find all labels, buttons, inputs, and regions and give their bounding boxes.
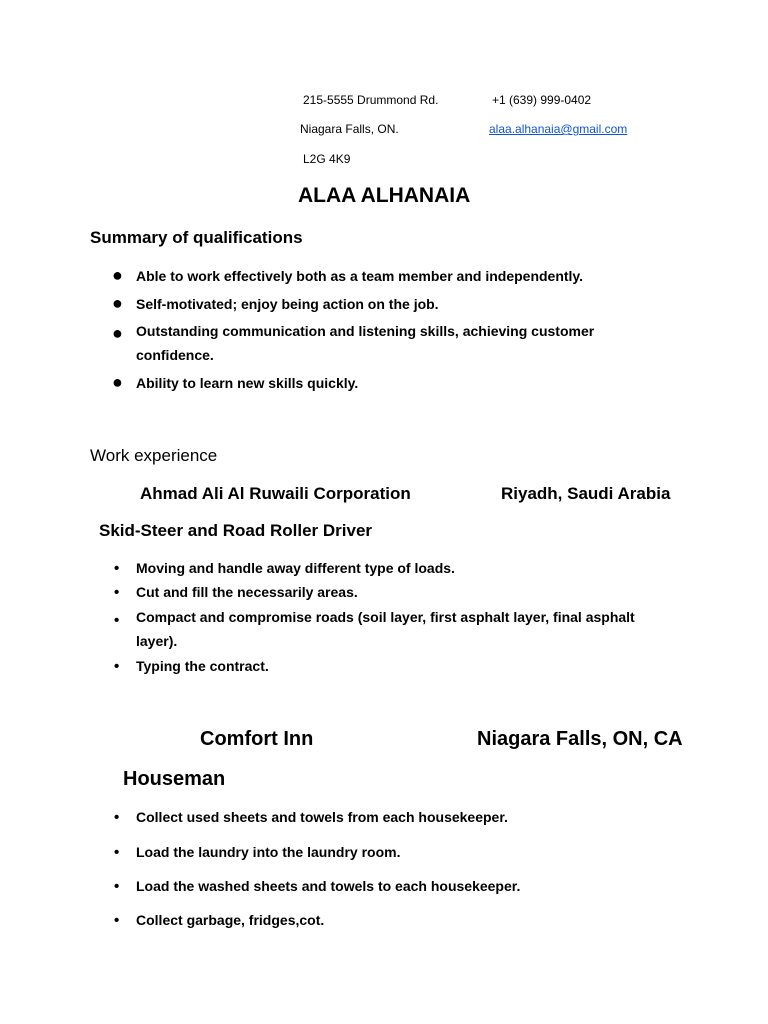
job-location: Riyadh, Saudi Arabia [501,484,671,503]
list-item: • Typing the contract. [114,658,269,675]
bullet-icon: • [114,844,120,861]
job-company: Ahmad Ali Al Ruwaili Corporation [140,484,411,503]
list-item: • Cut and fill the necessarily areas. [114,584,358,601]
bullet-icon: ● [112,372,123,392]
phone-number: +1 (639) 999-0402 [492,93,592,107]
list-item: ● Ability to learn new skills quickly. [112,372,359,392]
page-title: ALAA ALHANAIA [298,184,471,207]
bullet-icon: • [114,878,120,895]
bullet-icon: ● [112,323,123,343]
bullet-icon: • [114,584,120,601]
bullet-icon: • [114,612,120,629]
list-item: • Moving and handle away different type of loads. [114,560,455,577]
bullet-icon: • [114,809,120,826]
bullet-icon: ● [112,293,123,313]
address-line-1: 215-5555 Drummond Rd. [303,93,439,107]
list-item: • Load the laundry into the laundry room. [114,844,401,861]
email-link[interactable]: alaa.alhanaia@gmail.com [489,122,628,136]
bullet-icon: • [114,658,120,675]
address-line-2: Niagara Falls, ON. [300,122,399,136]
list-item: • Collect used sheets and towels from each housekeeper. [114,809,508,826]
list-item: ● Self-motivated; enjoy being action on the job. [112,293,439,313]
job-role: Houseman [123,768,226,790]
list-item: ● Able to work effectively both as a team member and independently. [112,265,584,285]
bullet-icon: • [114,560,120,577]
job-location: Niagara Falls, ON, CA [477,728,683,750]
list-item: • Collect garbage, fridges,cot. [114,912,325,929]
list-item: • Load the washed sheets and towels to each housekeeper. [114,878,521,895]
summary-heading: Summary of qualifications [90,228,303,247]
bullet-icon: • [114,912,120,929]
job-company: Comfort Inn [200,728,314,750]
list-item: ● Outstanding communication and listening skills, achieving customer confidence. [112,323,595,363]
address-line-3: L2G 4K9 [303,152,351,166]
work-heading: Work experience [90,446,218,465]
list-item: • Compact and compromise roads (soil layer, first asphalt layer, final asphalt layer). [114,609,635,649]
bullet-icon: ● [112,265,123,285]
job-role: Skid-Steer and Road Roller Driver [99,521,373,540]
